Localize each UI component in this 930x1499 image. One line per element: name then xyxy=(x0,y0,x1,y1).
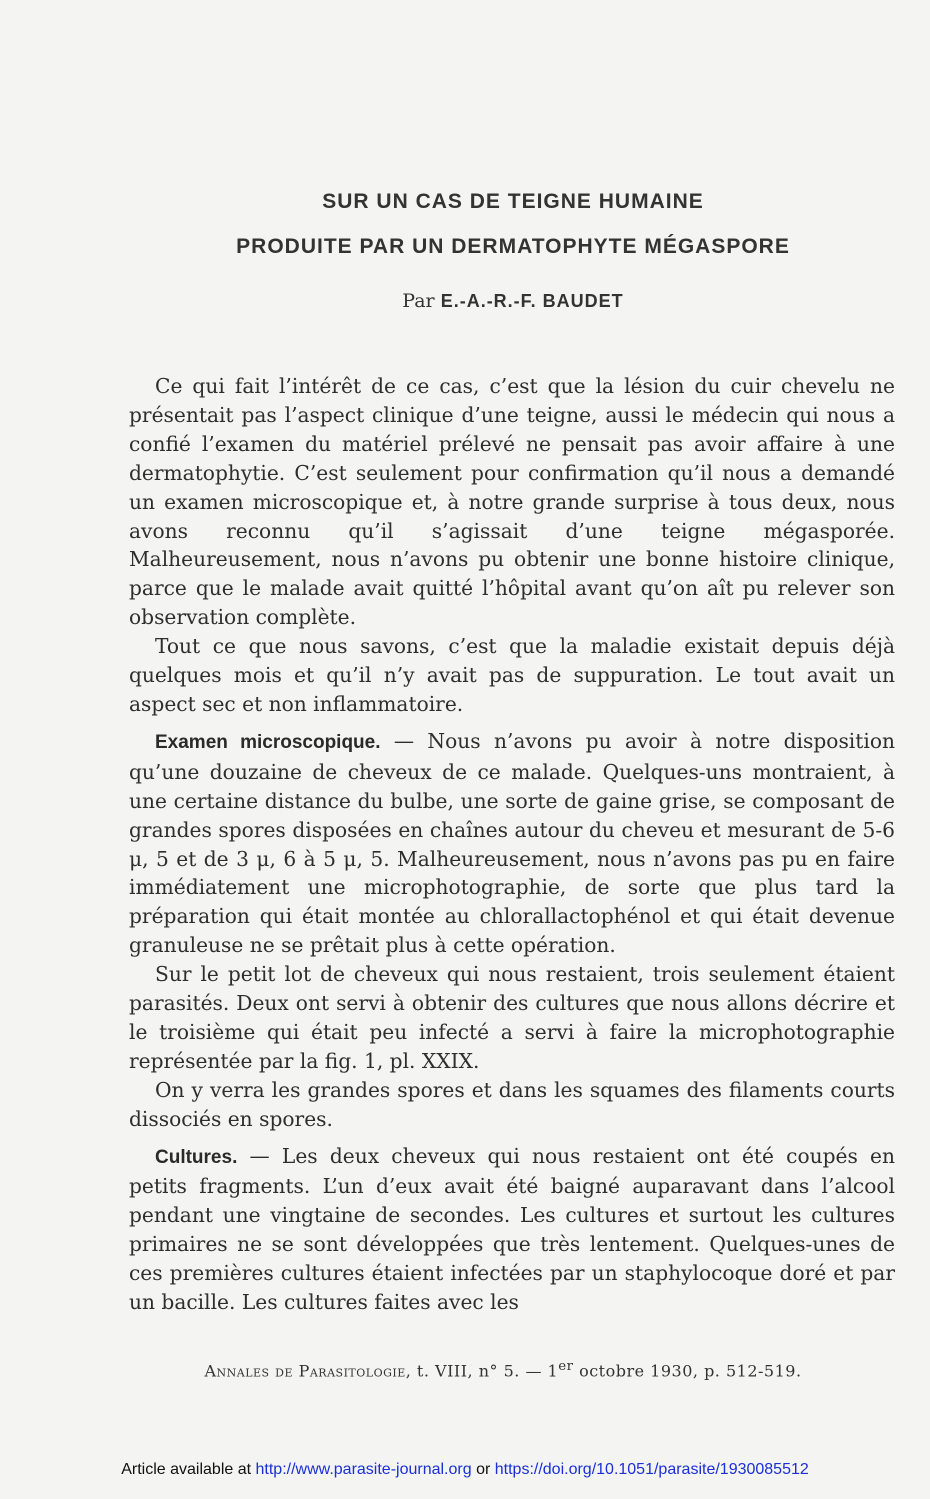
section-heading-microscopic: Examen microscopique. xyxy=(155,731,381,753)
journal-link[interactable]: http://www.parasite-journal.org xyxy=(255,1461,472,1478)
paragraph-hairs: Sur le petit lot de cheveux qui nous restaient, trois seulement étaient parasités. Deux ont servi à obtenir des cultures que nous allons décrire et le troisième qui était peu infecté a servi à faire la microphotographie représentée par la fig. 1, pl. XXIX. xyxy=(129,962,895,1073)
article-body xyxy=(129,372,895,1317)
byline xyxy=(0,290,930,312)
paragraph-spores: On y verra les grandes spores et dans les squames des filaments courts dissociés en spores. xyxy=(129,1077,895,1131)
article-footer xyxy=(0,1461,930,1479)
section-cultures xyxy=(129,1142,895,1317)
journal-ordinal: er xyxy=(558,1359,574,1374)
journal-name: Annales de Parasitologie xyxy=(204,1361,406,1381)
section-microscopic xyxy=(129,727,895,960)
paragraph-intro: Ce qui fait l’intérêt de ce cas, c’est que la lésion du cuir chevelu ne présentait pas l’aspect clinique d’une teigne, aussi le médecin qui nous a confié l’examen du matériel prélevé ne pensait pas avoir affaire à une dermatophytie. C’est seulement pour confirmation qu’il nous a demandé un examen microscopique et, à notre grande surprise à tous deux, nous avons reconnu qu’il s’agissait d’une teigne mégasporée. Malheureusement, nous n’avons pu obtenir une bonne histoire clinique, parce que le malade avait quitté l’hôpital avant qu’on aît pu relever son observation complète. xyxy=(129,374,895,630)
footer-or: or xyxy=(471,1461,495,1478)
byline-prefix: Par xyxy=(402,290,435,312)
paragraph-clinical: Tout ce que nous savons, c’est que la maladie existait depuis déjà quelques mois et qu’il n’y avait pas de suppuration. Le tout avait un aspect sec et non inflammatoire. xyxy=(129,634,895,716)
footer-prefix: Article available at xyxy=(121,1461,256,1478)
journal-volume: , t. VIII, n° 5. — 1 xyxy=(405,1361,559,1381)
section-text-cultures: — Les deux cheveux qui nous restaient ont été coupés en petits fragments. L’un d’eux avait été baigné auparavant dans l’alcool pendant une vingtaine de secondes. Les cultures et surtout les cultures primaires ne se sont développées que très lentement. Quelques-unes de ces premières cultures étaient infectées par un staphylocoque doré et par un bacille. Les cultures faites avec les xyxy=(129,1143,895,1315)
section-text-microscopic: — Nous n’avons pu avoir à notre disposition qu’une douzaine de cheveux de ce malade. Quelques-uns montraient, à une certaine distance du bulbe, une sorte de gaine grise, se composant de grandes spores disposées en chaînes autour du cheveu et mesurant de 5-6 μ, 5 et de 3 μ, 6 à 5 μ, 5. Malheureusement, nous n’avons pas pu en faire immédiatement une microphotographie, de sorte que plus tard la préparation qui était montée au chlorallactophénol et qui était devenue granuleuse ne se prêtait plus à cette opération. xyxy=(129,728,895,958)
article-title-line-1: SUR UN CAS DE TEIGNE HUMAINE xyxy=(322,190,704,213)
author-name: E.-A.-R.-F. BAUDET xyxy=(440,291,624,311)
doi-link[interactable]: https://doi.org/10.1051/parasite/1930085512 xyxy=(494,1461,809,1478)
journal-citation xyxy=(0,1359,930,1380)
section-heading-cultures: Cultures. xyxy=(155,1146,238,1168)
article-title-line-2: PRODUITE PAR UN DERMATOPHYTE MÉGASPORE xyxy=(236,235,790,258)
journal-date: octobre 1930, p. 512-519. xyxy=(573,1361,802,1381)
